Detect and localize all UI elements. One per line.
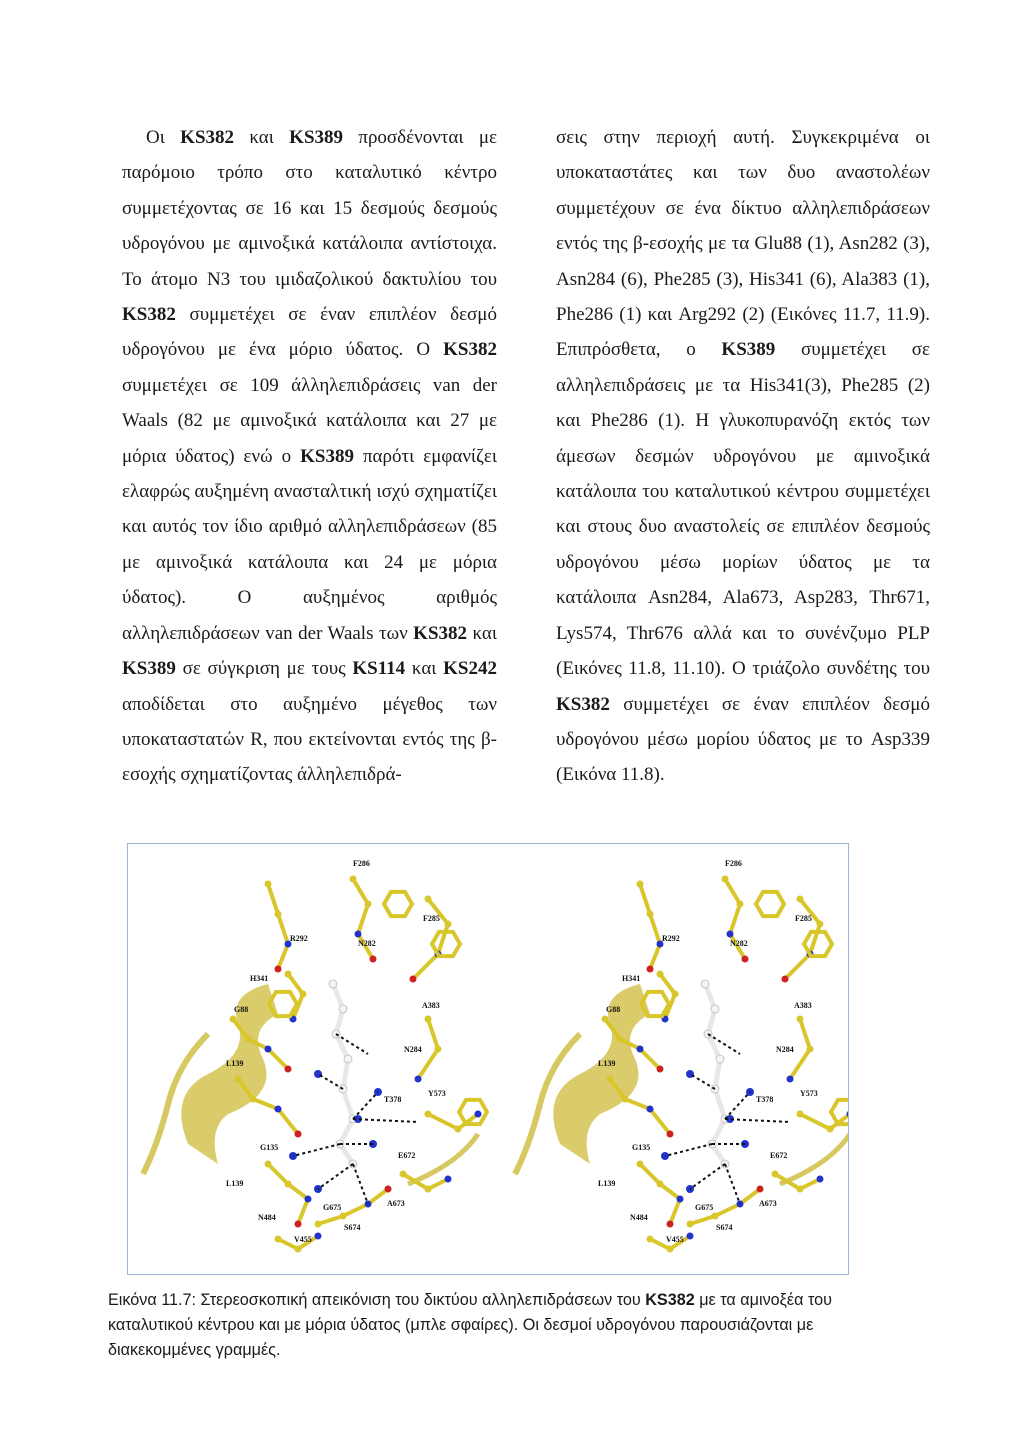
atom [415, 1076, 422, 1083]
atom [807, 1046, 814, 1053]
atom [435, 1046, 442, 1053]
residue-label: L139 [226, 1059, 244, 1068]
residue-label: G88 [234, 1005, 249, 1014]
aromatic-ring [384, 892, 412, 916]
residue-label: Y573 [428, 1089, 446, 1098]
stereo-molecular-diagram [128, 844, 848, 1274]
aromatic-ring [756, 892, 784, 916]
atom [647, 1106, 654, 1113]
atom [817, 1176, 824, 1183]
ligand-atom [711, 1005, 719, 1013]
hydrogen-bond [353, 1164, 368, 1204]
atom [315, 1221, 322, 1228]
atom [400, 1171, 407, 1178]
residue-label: E672 [398, 1151, 416, 1160]
residue-label: N484 [258, 1213, 276, 1222]
atom [230, 1016, 237, 1023]
residue-stick [413, 899, 448, 979]
atom [657, 1066, 664, 1073]
residue-label: F286 [725, 859, 742, 868]
residue-label: N484 [630, 1213, 648, 1222]
residue-label: L139 [226, 1179, 244, 1188]
atom [285, 971, 292, 978]
paragraph-1: Οι KS382 και KS389 προσδένονται με παρόμοιο τρόπο στο καταλυτικό κέντρο συμμετέχοντας σε 16 και 15 δεσμούς δεσμούς υδρογόνου με αμινοξικά κατάλοιπα αντίστοιχα. Το άτομο Ν3 του ιμιδαζολικού δακτυλίου του KS382 συμμετέχει σε έναν επιπλέον δεσμό υδρογόνου με ένα μόριο ύδατος. Ο KS382 συμμετέχει σε 109 άλληλεπιδράσεις van der Waals (82 με αμινοξικά κατάλοιπα και 27 με μόρια ύδατος) ενώ ο KS389 παρότι εμφανίζει ελαφρώς αυξημένη ανασταλτική ισχύ σχηματίζει και αυτός τον ίδιο αριθμό αλληλεπιδράσεων (85 με αμινοξικά κατάλοιπα και 24 με μόρια ύδατος). Ο αυξημένος αριθμός αλληλεπιδράσεων van der Waals των KS382 και KS389 σε σύγκριση με τους KS114 και KS242 αποδίδεται στο αυξημένο μέγεθος των υποκαταστατών R, που εκτείνονται εντός της β- εσοχής σχηματίζοντας άλληλεπιδρά- [122, 127, 497, 786]
residue-label: F285 [795, 914, 812, 923]
atom [425, 896, 432, 903]
stereo-panel-left [143, 859, 487, 1253]
atom [275, 1106, 282, 1113]
residue-label: H341 [622, 974, 641, 983]
residue-label: T378 [756, 1095, 774, 1104]
atom [305, 1196, 312, 1203]
atom [797, 896, 804, 903]
residue-label: G88 [606, 1005, 621, 1014]
atom [285, 1066, 292, 1073]
atom [425, 1111, 432, 1118]
atom [797, 1186, 804, 1193]
residue-label: R292 [662, 934, 680, 943]
residue-label: A383 [794, 1001, 812, 1010]
residue-label: V455 [294, 1235, 312, 1244]
ligand-atom [344, 1055, 352, 1063]
atom [657, 1181, 664, 1188]
residue-label: N282 [730, 939, 748, 948]
atom [295, 1246, 302, 1253]
figure-caption: Εικόνα 11.7: Στερεοσκοπική απεικόνιση του δικτύου αλληλεπιδράσεων του KS382 με τα αμινοξέα του καταλυτικού κέντρου και με μόρια ύδατος (μπλε σφαίρες). Οι δεσμοί υδρογόνου παρουσιάζονται με διακεκομμένες γραμμές. [108, 1291, 833, 1359]
atom [672, 991, 679, 998]
residue-label: F285 [423, 914, 440, 923]
atom [340, 1213, 347, 1220]
atom [727, 931, 734, 938]
residue-stick [785, 899, 820, 979]
hydrogen-bond [353, 1092, 378, 1119]
atom [250, 1096, 257, 1103]
atom [475, 1111, 482, 1118]
atom [772, 1171, 779, 1178]
atom [245, 1036, 252, 1043]
atom [677, 1196, 684, 1203]
helix-ribbon [553, 984, 650, 1164]
residue-stick [640, 884, 660, 969]
atom [385, 1186, 392, 1193]
atom [797, 1111, 804, 1118]
atom [425, 1186, 432, 1193]
ligand-atom [716, 1055, 724, 1063]
paragraph-2: σεις στην περιοχή αυτή. Συγκεκριμένα οι υποκαταστάτες και των δυο αναστολέων συμμετέχουν σε ένα δίκτυο αλληλεπιδράσεων εντός της β-εσοχής με τα Glu88 (1), Asn282 (3), Asn284 (6), Phe285 (3), His341 (6), Ala383 (1), Phe286 (1) και Arg292 (2) (Εικόνες 11.7, 11.9). Επιπρόσθετα, ο KS389 συμμετέχει σε αλληλεπιδράσεις με τα His341(3), Phe285 (2) και Phe286 (1). Η γλυκοπυρανόζη εκτός των άμεσων δεσμών υδρογόνου με αμινοξικά κατάλοιπα του καταλυτικού κέντρου συμμετέχει και στους δυο αναστολείς σε επιπλέον δεσμούς υδρογόνου μέσω μορίων ύδατος με τα κατάλοιπα Asn284, Ala673, Asp283, Thr671, Lys574, Thr676 αλλά και το συνένζυμο PLP (Εικόνες 11.8, 11.10). Ο τριάζολο συνδέτης του KS382 συμμετέχει σε έναν επιπλέον δεσμό υδρογόνου μέσω μορίου ύδατος με το Asp339 (Εικόνα 11.8). [556, 127, 931, 786]
residue-stick [428, 1114, 478, 1129]
atom [445, 921, 452, 928]
residue-label: N284 [404, 1045, 422, 1054]
residue-label: S674 [344, 1223, 361, 1232]
atom [712, 1213, 719, 1220]
atom [295, 1131, 302, 1138]
atom [622, 1096, 629, 1103]
atom [637, 1161, 644, 1168]
residue-label: L139 [598, 1179, 616, 1188]
atom [787, 1076, 794, 1083]
residue-label: G135 [632, 1143, 651, 1152]
atom [370, 956, 377, 963]
hydrogen-bond [725, 1119, 790, 1122]
residue-label: L139 [598, 1059, 616, 1068]
residue-label: G675 [695, 1203, 714, 1212]
atom [827, 1126, 834, 1133]
atom [667, 1131, 674, 1138]
atom [667, 1246, 674, 1253]
atom [425, 1016, 432, 1023]
hydrogen-bond [293, 1144, 340, 1156]
residue-label: A383 [422, 1001, 440, 1010]
residue-stick [268, 884, 288, 969]
ligand-atom [329, 980, 337, 988]
residue-label: G675 [323, 1203, 342, 1212]
ligand-atom [701, 980, 709, 988]
residue-label: R292 [290, 934, 308, 943]
residue-label: H341 [250, 974, 269, 983]
atom [757, 1186, 764, 1193]
residue-label: N284 [776, 1045, 794, 1054]
helix-ribbon [181, 984, 278, 1164]
atom [350, 876, 357, 883]
atom [647, 911, 654, 918]
residue-label: A673 [759, 1199, 777, 1208]
residue-label: Y573 [800, 1089, 818, 1098]
left-column [122, 120, 497, 793]
atom [445, 1176, 452, 1183]
hydrogen-bond [353, 1119, 418, 1122]
residue-label: F286 [353, 859, 370, 868]
atom [737, 901, 744, 908]
aromatic-ring [459, 1100, 487, 1124]
ligand-atom [339, 1005, 347, 1013]
atom [455, 1126, 462, 1133]
residue-label: T378 [384, 1095, 402, 1104]
atom [275, 1236, 282, 1243]
atom [365, 901, 372, 908]
hydrogen-bond [665, 1144, 712, 1156]
atom [687, 1221, 694, 1228]
residue-label: N282 [358, 939, 376, 948]
atom [617, 1036, 624, 1043]
atom [275, 966, 282, 973]
atom [285, 1181, 292, 1188]
atom [265, 1161, 272, 1168]
atom [722, 876, 729, 883]
stereo-panel-right [515, 859, 848, 1253]
atom [657, 971, 664, 978]
atom [647, 1236, 654, 1243]
residue-label: V455 [666, 1235, 684, 1244]
residue-label: E672 [770, 1151, 788, 1160]
atom [295, 1221, 302, 1228]
atom [637, 881, 644, 888]
atom [265, 881, 272, 888]
atom [607, 1076, 614, 1083]
atom [817, 921, 824, 928]
atom [315, 1233, 322, 1240]
atom [667, 1221, 674, 1228]
atom [647, 966, 654, 973]
loop-ribbon [780, 1134, 848, 1184]
atom [742, 956, 749, 963]
residue-stick [800, 1114, 848, 1129]
atom [300, 991, 307, 998]
atom [687, 1233, 694, 1240]
hydrogen-bond [690, 1164, 725, 1189]
atom [265, 1046, 272, 1053]
atom [355, 931, 362, 938]
residue-label: S674 [716, 1223, 733, 1232]
atom [275, 911, 282, 918]
hydrogen-bond [318, 1164, 353, 1189]
stereo-figure [127, 843, 849, 1275]
residue-label: G135 [260, 1143, 279, 1152]
atom [797, 1016, 804, 1023]
residue-label: A673 [387, 1199, 405, 1208]
atom [410, 976, 417, 983]
hydrogen-bond [725, 1164, 740, 1204]
right-column [556, 120, 930, 793]
loop-ribbon [408, 1134, 478, 1184]
atom [235, 1076, 242, 1083]
hydrogen-bond [725, 1092, 750, 1119]
atom [782, 976, 789, 983]
atom [602, 1016, 609, 1023]
atom [637, 1046, 644, 1053]
